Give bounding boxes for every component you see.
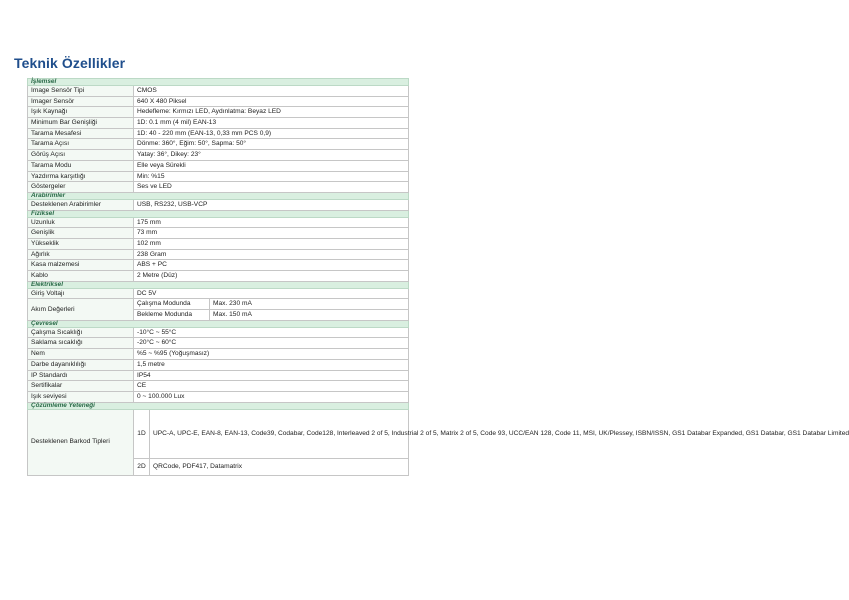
- row-label: Tarama Açısı: [28, 139, 134, 150]
- table-row: [28, 288, 409, 299]
- current-mode-value: Max. 150 mA: [210, 310, 409, 321]
- row-value: -20°C ~ 60°C: [134, 338, 409, 349]
- table-row: [28, 299, 409, 310]
- row-value: DC 5V: [134, 288, 409, 299]
- row-label: Desteklenen Arabirimler: [28, 199, 134, 210]
- table-row: [28, 217, 409, 228]
- section-title: Çözümleme Yeteneği: [28, 402, 409, 409]
- row-value: ABS + PC: [134, 260, 409, 271]
- row-value: 1,5 metre: [134, 359, 409, 370]
- current-mode-label: Çalışma Modunda: [134, 299, 210, 310]
- table-row: [28, 171, 409, 182]
- row-label: Çalışma Sıcaklığı: [28, 327, 134, 338]
- row-value: IP54: [134, 370, 409, 381]
- barcode-dimension-label: 1D: [134, 409, 150, 458]
- row-label: Sertifikalar: [28, 381, 134, 392]
- section-header: [28, 281, 409, 288]
- row-label: Tarama Mesafesi: [28, 128, 134, 139]
- row-value: 238 Gram: [134, 249, 409, 260]
- section-header: [28, 192, 409, 199]
- row-label: Kasa malzemesi: [28, 260, 134, 271]
- row-label: Yükseklik: [28, 238, 134, 249]
- barcode-dimension-label: 2D: [134, 458, 150, 475]
- row-label: Uzunluk: [28, 217, 134, 228]
- barcode-types-value: UPC-A, UPC-E, EAN-8, EAN-13, Code39, Codabar, Code128, Interleaved 2 of 5, Industrial 2 of 5, Matrix 2 of 5, Code 93, UCC/EAN 128, Code 11, MSI, UK/Plessey, ISBN/ISSN, GS1 Databar Expanded, GS1 Databar, GS1 Databar Limited: [150, 409, 409, 458]
- row-label: Minimum Bar Genişliği: [28, 118, 134, 129]
- row-value: USB, RS232, USB-VCP: [134, 199, 409, 210]
- page-title: Teknik Özellikler: [14, 55, 126, 71]
- row-label: Ağırlık: [28, 249, 134, 260]
- row-label: Image Sensör Tipi: [28, 86, 134, 97]
- row-label: Desteklenen Barkod Tipleri: [28, 409, 134, 475]
- row-label: Görüş Açısı: [28, 150, 134, 161]
- table-row: [28, 118, 409, 129]
- row-value: -10°C ~ 55°C: [134, 327, 409, 338]
- table-row: [28, 107, 409, 118]
- row-value: %5 ~ %95 (Yoğuşmasız): [134, 349, 409, 360]
- table-row: [28, 409, 409, 458]
- section-title: İşlemsel: [28, 79, 409, 86]
- row-value: CE: [134, 381, 409, 392]
- row-label: IP Standardı: [28, 370, 134, 381]
- table-row: [28, 228, 409, 239]
- table-row: [28, 349, 409, 360]
- row-label: Saklama sıcaklığı: [28, 338, 134, 349]
- row-label: Giriş Voltajı: [28, 288, 134, 299]
- section-title: Çevresel: [28, 320, 409, 327]
- row-label: Göstergeler: [28, 182, 134, 193]
- section-header: [28, 79, 409, 86]
- table-row: [28, 327, 409, 338]
- table-row: [28, 86, 409, 97]
- current-mode-label: Bekleme Modunda: [134, 310, 210, 321]
- section-header: [28, 210, 409, 217]
- row-value: 2 Metre (Düz): [134, 271, 409, 282]
- row-value: 175 mm: [134, 217, 409, 228]
- table-row: [28, 182, 409, 193]
- row-value: 0 ~ 100.000 Lux: [134, 391, 409, 402]
- row-value: 102 mm: [134, 238, 409, 249]
- row-label: Genişlik: [28, 228, 134, 239]
- row-label: Işık seviyesi: [28, 391, 134, 402]
- table-row: [28, 260, 409, 271]
- table-row: [28, 96, 409, 107]
- table-row: [28, 391, 409, 402]
- table-row: [28, 139, 409, 150]
- table-row: [28, 370, 409, 381]
- spec-table: [27, 78, 849, 476]
- row-value: Elle veya Sürekli: [134, 160, 409, 171]
- row-label: Yazdırma karşıtlığı: [28, 171, 134, 182]
- section-title: Elektriksel: [28, 281, 409, 288]
- section-title: Fiziksel: [28, 210, 409, 217]
- row-value: Dönme: 360°, Eğim: 50°, Sapma: 50°: [134, 139, 409, 150]
- row-value: 640 X 480 Piksel: [134, 96, 409, 107]
- row-value: 1D: 40 - 220 mm (EAN-13, 0,33 mm PCS 0,9): [134, 128, 409, 139]
- barcode-types-value: QRCode, PDF417, Datamatrix: [150, 458, 409, 475]
- row-value: Yatay: 36°, Dikey: 23°: [134, 150, 409, 161]
- row-value: Ses ve LED: [134, 182, 409, 193]
- current-mode-value: Max. 230 mA: [210, 299, 409, 310]
- table-row: [28, 359, 409, 370]
- row-label: Nem: [28, 349, 134, 360]
- row-value: Min: %15: [134, 171, 409, 182]
- table-row: [28, 199, 409, 210]
- table-row: [28, 338, 409, 349]
- table-row: [28, 381, 409, 392]
- row-label: Tarama Modu: [28, 160, 134, 171]
- row-value: CMOS: [134, 86, 409, 97]
- row-value: 73 mm: [134, 228, 409, 239]
- row-label: Kablo: [28, 271, 134, 282]
- row-label: Işık Kaynağı: [28, 107, 134, 118]
- section-title: Arabirimler: [28, 192, 409, 199]
- table-row: [28, 128, 409, 139]
- table-row: [28, 271, 409, 282]
- row-value: 1D: 0.1 mm (4 mil) EAN-13: [134, 118, 409, 129]
- table-row: [28, 160, 409, 171]
- row-value: Hedefleme: Kırmızı LED, Aydınlatma: Beyaz LED: [134, 107, 409, 118]
- table-row: [28, 238, 409, 249]
- row-label: Akım Değerleri: [28, 299, 134, 320]
- table-row: [28, 249, 409, 260]
- table-row: [28, 150, 409, 161]
- section-header: [28, 402, 409, 409]
- section-header: [28, 320, 409, 327]
- row-label: Imager Sensör: [28, 96, 134, 107]
- row-label: Darbe dayanıklılığı: [28, 359, 134, 370]
